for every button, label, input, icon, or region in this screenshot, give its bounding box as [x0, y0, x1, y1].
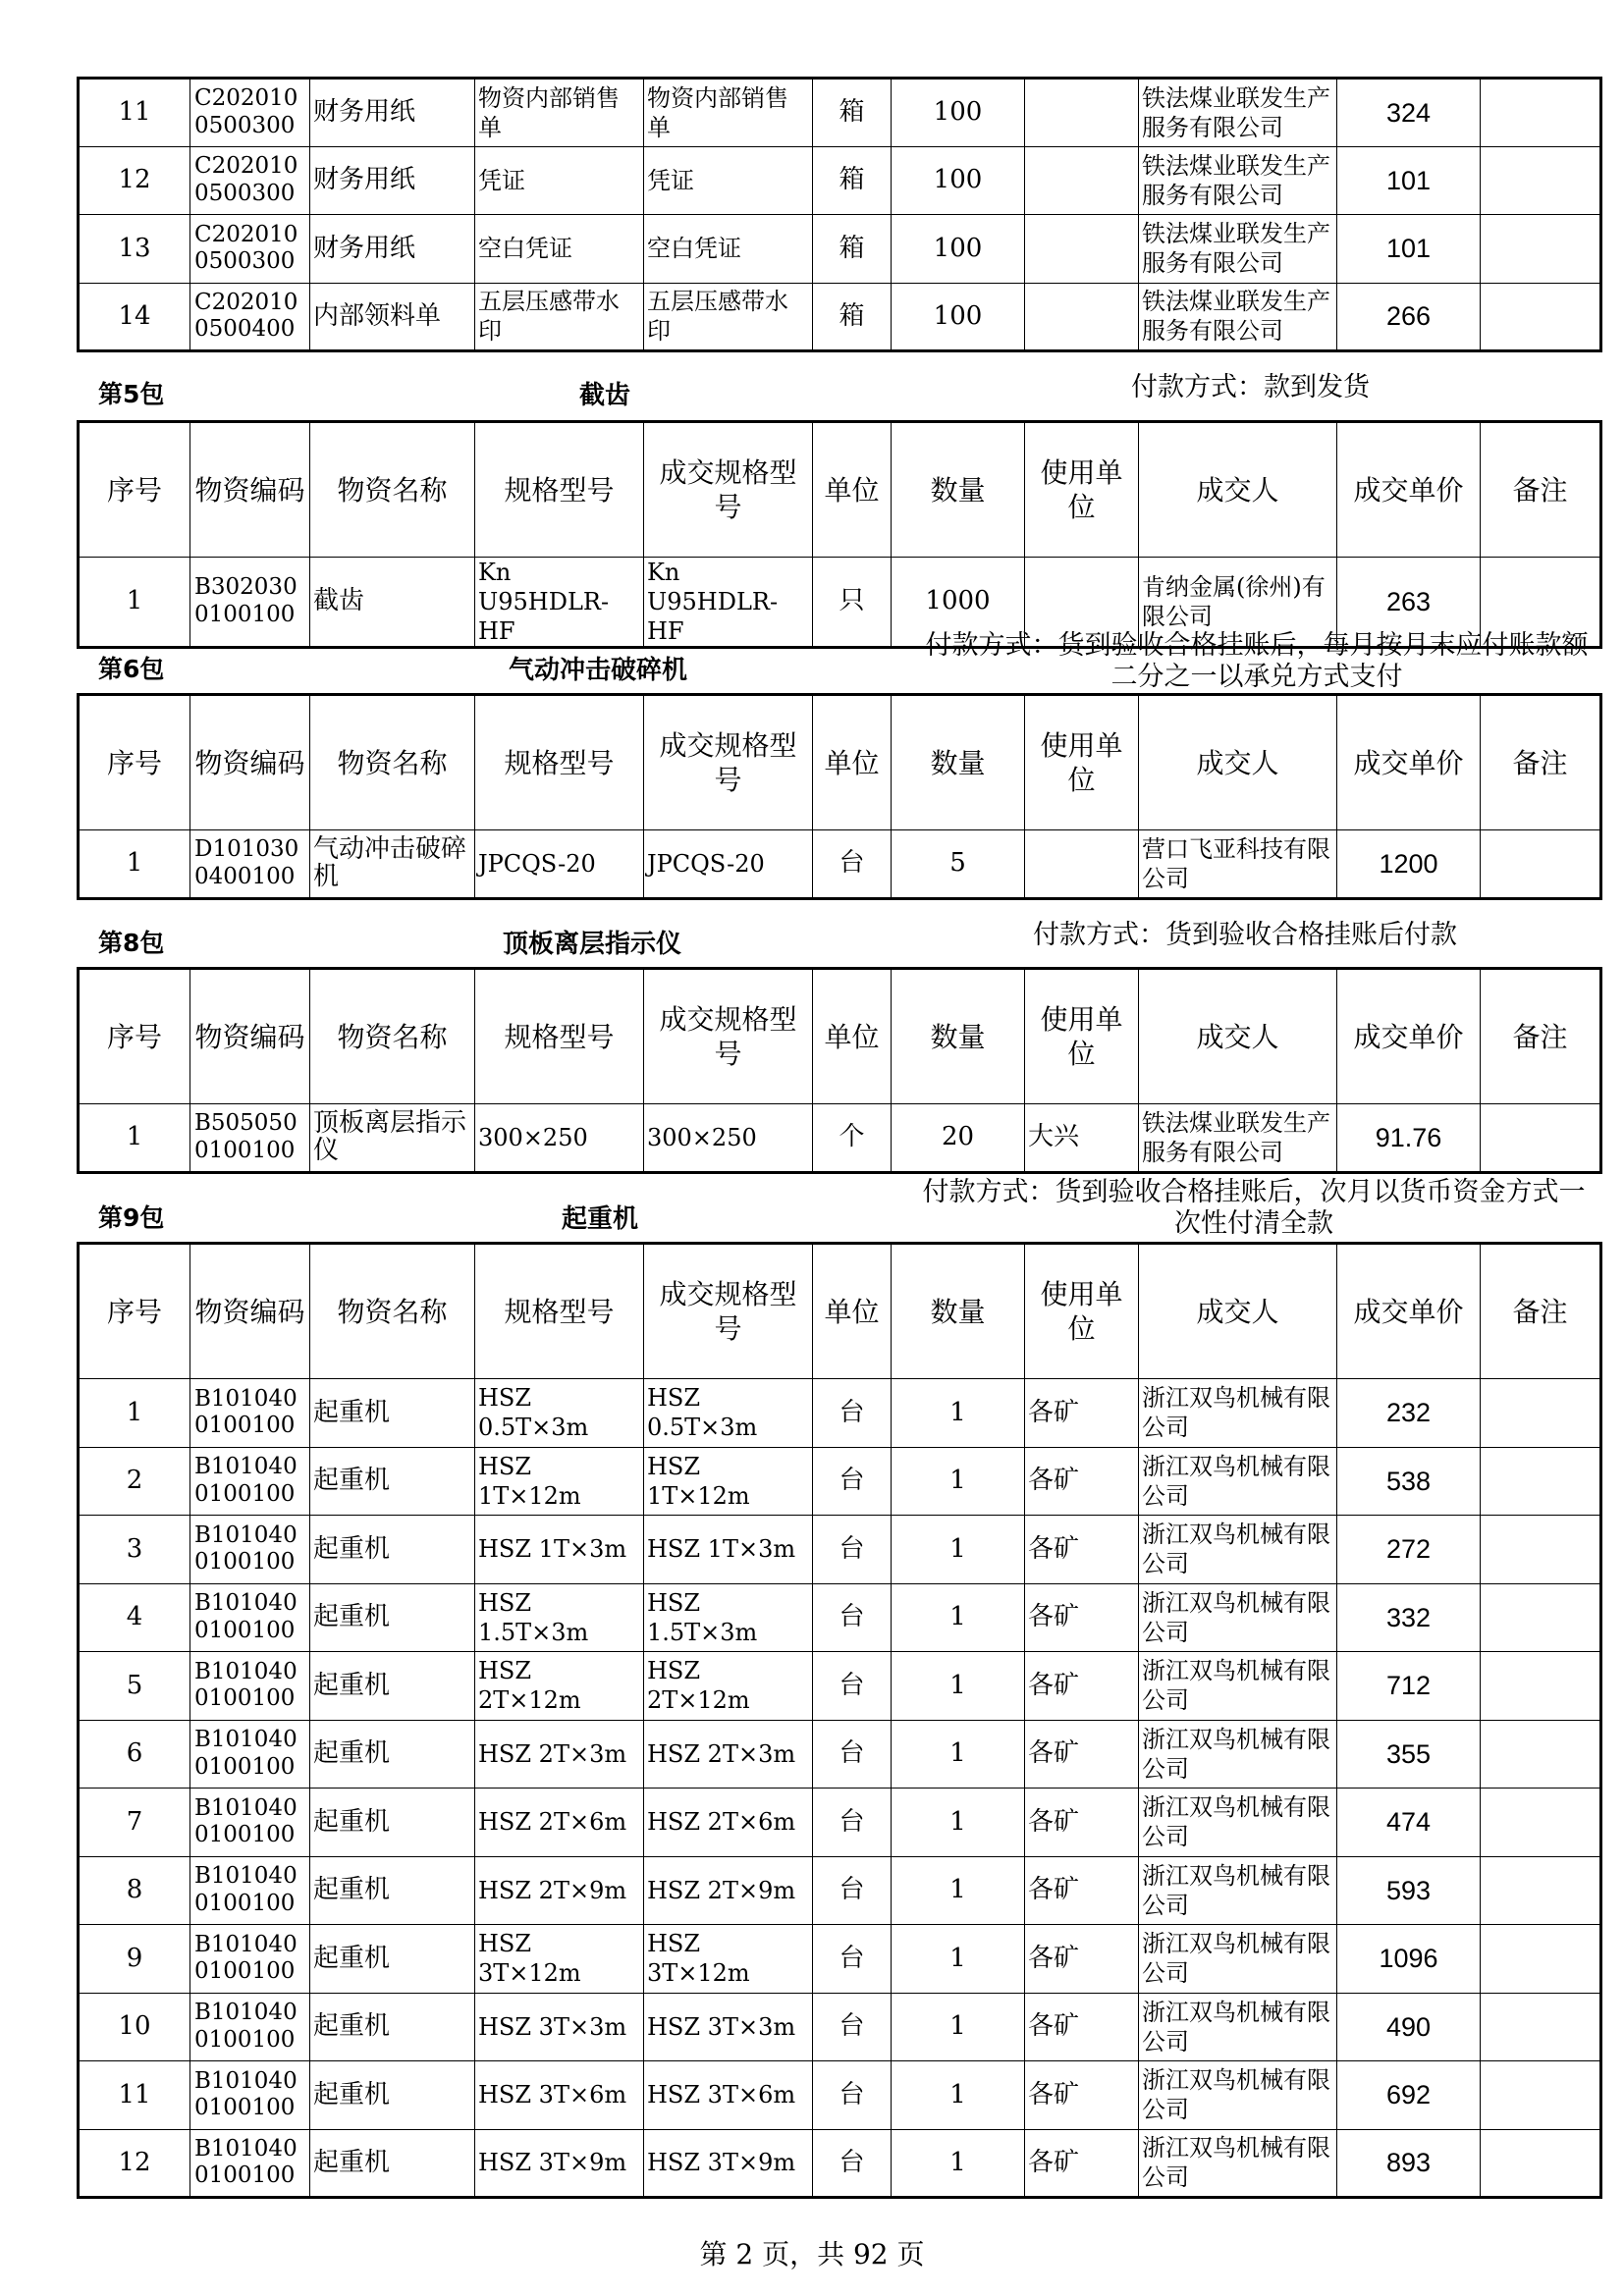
cell-spec: 凭证: [475, 146, 644, 215]
cell-name: 财务用纸: [310, 79, 475, 147]
cell-no: 3: [79, 1516, 190, 1584]
cell-qty: 1: [892, 1583, 1025, 1652]
header-code: 物资编码: [190, 969, 310, 1104]
cell-spec: HSZ 1.5T×3m: [475, 1583, 644, 1652]
cell-name: 起重机: [310, 1447, 475, 1516]
header-no: 序号: [79, 1244, 190, 1379]
cell-deal-spec: HSZ 2T×9m: [644, 1856, 813, 1925]
cell-user: 各矿: [1025, 1993, 1139, 2061]
cell-qty: 1: [892, 2061, 1025, 2130]
cell-unit: 箱: [813, 79, 892, 147]
cell-qty: 1: [892, 2129, 1025, 2198]
header-remark: 备注: [1481, 969, 1601, 1104]
payment-terms: 付款方式：款到发货: [1131, 372, 1370, 402]
table-row: [79, 215, 1601, 284]
package-title: 起重机: [562, 1204, 639, 1234]
header-deal-spec: 成交规格型号: [644, 1244, 813, 1379]
cell-remark: [1481, 215, 1601, 284]
cell-unit: 台: [813, 1856, 892, 1925]
header-spec: 规格型号: [475, 422, 644, 558]
cell-price: 355: [1337, 1720, 1481, 1789]
cell-unit: 台: [813, 1925, 892, 1994]
cell-no: 2: [79, 1447, 190, 1516]
cell-seller: 铁法煤业联发生产服务有限公司: [1139, 215, 1337, 284]
cell-spec: HSZ 3T×12m: [475, 1925, 644, 1994]
header-spec: 规格型号: [475, 969, 644, 1104]
header-code: 物资编码: [190, 1244, 310, 1379]
cell-price: 1096: [1337, 1925, 1481, 1994]
header-no: 序号: [79, 422, 190, 558]
cell-no: 1: [79, 1104, 190, 1173]
cell-seller: 营口飞亚科技有限公司: [1139, 830, 1337, 899]
header-user: 使用单位: [1025, 1244, 1139, 1379]
cell-unit: 箱: [813, 283, 892, 351]
cell-no: 10: [79, 1993, 190, 2061]
cell-spec: HSZ 0.5T×3m: [475, 1379, 644, 1448]
header-name: 物资名称: [310, 422, 475, 558]
cell-no: 12: [79, 146, 190, 215]
cell-qty: 100: [892, 79, 1025, 147]
header-qty: 数量: [892, 969, 1025, 1104]
cell-spec: HSZ 3T×3m: [475, 1993, 644, 2061]
cell-seller: 浙江双鸟机械有限公司: [1139, 1720, 1337, 1789]
cell-unit: 台: [813, 1652, 892, 1721]
cell-unit: 个: [813, 1104, 892, 1173]
cell-spec: 300×250: [475, 1104, 644, 1173]
header-remark: 备注: [1481, 1244, 1601, 1379]
cell-no: 1: [79, 1379, 190, 1448]
cell-unit: 台: [813, 1583, 892, 1652]
cell-user: 各矿: [1025, 1652, 1139, 1721]
cell-spec: JPCQS-20: [475, 830, 644, 899]
cell-deal-spec: 五层压感带水印: [644, 283, 813, 351]
payment-terms: 付款方式：货到验收合格挂账后付款: [1033, 920, 1457, 950]
cell-price: 272: [1337, 1516, 1481, 1584]
cell-price: 101: [1337, 146, 1481, 215]
cell-code: B101040 0100100: [190, 1856, 310, 1925]
cell-deal-spec: 物资内部销售单: [644, 79, 813, 147]
cell-price: 474: [1337, 1789, 1481, 1857]
cell-seller: 浙江双鸟机械有限公司: [1139, 1379, 1337, 1448]
cell-deal-spec: HSZ 3T×6m: [644, 2061, 813, 2130]
cell-spec: 五层压感带水印: [475, 283, 644, 351]
cell-code: B101040 0100100: [190, 2129, 310, 2198]
cell-user: [1025, 283, 1139, 351]
cell-unit: 台: [813, 1379, 892, 1448]
header-seller: 成交人: [1139, 969, 1337, 1104]
cell-name: 起重机: [310, 1379, 475, 1448]
table-row: [79, 1856, 1601, 1925]
cell-unit: 台: [813, 1447, 892, 1516]
cell-name: 起重机: [310, 1652, 475, 1721]
header-name: 物资名称: [310, 969, 475, 1104]
cell-no: 1: [79, 830, 190, 899]
cell-spec: HSZ 2T×3m: [475, 1720, 644, 1789]
package-label: 第5包: [98, 380, 165, 408]
cell-price: 232: [1337, 1379, 1481, 1448]
table-row: [79, 830, 1601, 899]
cell-seller: 肯纳金属(徐州)有限公司: [1139, 558, 1337, 648]
cell-qty: 1: [892, 1789, 1025, 1857]
header-user: 使用单位: [1025, 969, 1139, 1104]
cell-remark: [1481, 1652, 1601, 1721]
cell-remark: [1481, 1447, 1601, 1516]
cell-seller: 铁法煤业联发生产服务有限公司: [1139, 1104, 1337, 1173]
cell-price: 1200: [1337, 830, 1481, 899]
table-header-row: [79, 1244, 1601, 1379]
table-row: [79, 1583, 1601, 1652]
cell-no: 4: [79, 1583, 190, 1652]
cell-no: 11: [79, 2061, 190, 2130]
cell-user: [1025, 830, 1139, 899]
header-deal-spec: 成交规格型号: [644, 695, 813, 830]
cell-qty: 1: [892, 1652, 1025, 1721]
cell-remark: [1481, 2061, 1601, 2130]
cell-remark: [1481, 146, 1601, 215]
cell-remark: [1481, 1516, 1601, 1584]
cell-user: [1025, 146, 1139, 215]
header-name: 物资名称: [310, 695, 475, 830]
cell-user: 各矿: [1025, 1516, 1139, 1584]
cell-unit: 台: [813, 830, 892, 899]
cell-remark: [1481, 1993, 1601, 2061]
table-row: [79, 1652, 1601, 1721]
cell-spec: HSZ 1T×12m: [475, 1447, 644, 1516]
package-label: 第9包: [98, 1203, 165, 1232]
cell-price: 593: [1337, 1856, 1481, 1925]
cell-name: 起重机: [310, 2129, 475, 2198]
header-no: 序号: [79, 695, 190, 830]
cell-name: 财务用纸: [310, 146, 475, 215]
cell-code: B302030 0100100: [190, 558, 310, 648]
cell-no: 12: [79, 2129, 190, 2198]
header-code: 物资编码: [190, 695, 310, 830]
cell-seller: 铁法煤业联发生产服务有限公司: [1139, 283, 1337, 351]
header-remark: 备注: [1481, 422, 1601, 558]
cell-qty: 1: [892, 1720, 1025, 1789]
header-unit: 单位: [813, 1244, 892, 1379]
cell-price: 266: [1337, 283, 1481, 351]
package-table: [77, 1242, 1602, 2199]
cell-name: 顶板离层指示仪: [310, 1104, 475, 1173]
table-row: [79, 146, 1601, 215]
table-header-row: [79, 695, 1601, 830]
table-row: [79, 2061, 1601, 2130]
cell-remark: [1481, 1583, 1601, 1652]
cell-deal-spec: HSZ 2T×6m: [644, 1789, 813, 1857]
cell-price: 263: [1337, 558, 1481, 648]
cell-name: 起重机: [310, 2061, 475, 2130]
cell-code: B101040 0100100: [190, 1652, 310, 1721]
cell-remark: [1481, 2129, 1601, 2198]
cell-user: 各矿: [1025, 1583, 1139, 1652]
cell-deal-spec: HSZ 3T×3m: [644, 1993, 813, 2061]
cell-spec: HSZ 3T×9m: [475, 2129, 644, 2198]
cell-unit: 台: [813, 2129, 892, 2198]
cell-price: 712: [1337, 1652, 1481, 1721]
table-row: [79, 2129, 1601, 2198]
cell-no: 7: [79, 1789, 190, 1857]
cell-qty: 100: [892, 215, 1025, 284]
cell-unit: 台: [813, 1993, 892, 2061]
header-deal-spec: 成交规格型号: [644, 422, 813, 558]
table-row: [79, 1925, 1601, 1994]
cell-code: B101040 0100100: [190, 1925, 310, 1994]
cell-user: 各矿: [1025, 1720, 1139, 1789]
cell-spec: 空白凭证: [475, 215, 644, 284]
cell-no: 8: [79, 1856, 190, 1925]
cell-deal-spec: HSZ 1.5T×3m: [644, 1583, 813, 1652]
header-deal-spec: 成交规格型号: [644, 969, 813, 1104]
cell-price: 324: [1337, 79, 1481, 147]
cell-deal-spec: HSZ 1T×3m: [644, 1516, 813, 1584]
cell-spec: HSZ 2T×9m: [475, 1856, 644, 1925]
cell-deal-spec: 空白凭证: [644, 215, 813, 284]
cell-seller: 铁法煤业联发生产服务有限公司: [1139, 79, 1337, 147]
cell-user: 各矿: [1025, 1856, 1139, 1925]
cell-seller: 浙江双鸟机械有限公司: [1139, 1925, 1337, 1994]
header-unit: 单位: [813, 695, 892, 830]
table-row: [79, 1447, 1601, 1516]
cell-unit: 只: [813, 558, 892, 648]
table-header-row: [79, 422, 1601, 558]
page-footer: 第 2 页，共 92 页: [699, 2238, 925, 2270]
package-table: [77, 967, 1602, 1174]
cell-price: 692: [1337, 2061, 1481, 2130]
cell-user: 各矿: [1025, 1925, 1139, 1994]
cell-seller: 浙江双鸟机械有限公司: [1139, 1652, 1337, 1721]
cell-deal-spec: HSZ 3T×9m: [644, 2129, 813, 2198]
header-unit: 单位: [813, 969, 892, 1104]
cell-no: 11: [79, 79, 190, 147]
cell-unit: 台: [813, 2061, 892, 2130]
cell-deal-spec: 300×250: [644, 1104, 813, 1173]
payment-terms: [913, 630, 1600, 694]
cell-qty: 1: [892, 1856, 1025, 1925]
cell-price: 91.76: [1337, 1104, 1481, 1173]
cell-qty: 100: [892, 146, 1025, 215]
cell-spec: HSZ 2T×6m: [475, 1789, 644, 1857]
header-spec: 规格型号: [475, 695, 644, 830]
header-seller: 成交人: [1139, 1244, 1337, 1379]
cell-seller: 浙江双鸟机械有限公司: [1139, 1856, 1337, 1925]
header-user: 使用单位: [1025, 695, 1139, 830]
cell-user: [1025, 79, 1139, 147]
cell-code: B101040 0100100: [190, 1379, 310, 1448]
cell-no: 5: [79, 1652, 190, 1721]
cell-spec: Kn U95HDLR-HF: [475, 558, 644, 648]
cell-user: 各矿: [1025, 2061, 1139, 2130]
cell-name: 起重机: [310, 1516, 475, 1584]
cell-remark: [1481, 830, 1601, 899]
cell-code: B101040 0100100: [190, 1993, 310, 2061]
cell-price: 101: [1337, 215, 1481, 284]
cell-qty: 1: [892, 1447, 1025, 1516]
cell-name: 起重机: [310, 1856, 475, 1925]
cell-name: 起重机: [310, 1925, 475, 1994]
cell-deal-spec: HSZ 1T×12m: [644, 1447, 813, 1516]
table-row: [79, 1789, 1601, 1857]
cell-qty: 100: [892, 283, 1025, 351]
cell-code: B101040 0100100: [190, 2061, 310, 2130]
table-header-row: [79, 969, 1601, 1104]
cell-code: B101040 0100100: [190, 1789, 310, 1857]
cell-qty: 1: [892, 1516, 1025, 1584]
cell-user: 各矿: [1025, 1379, 1139, 1448]
table-row: [79, 1104, 1601, 1173]
payment-line-2: 次性付清全款: [1174, 1208, 1333, 1240]
cell-unit: 箱: [813, 146, 892, 215]
cell-unit: 台: [813, 1516, 892, 1584]
cell-price: 332: [1337, 1583, 1481, 1652]
cell-name: 起重机: [310, 1789, 475, 1857]
table-row: [79, 1516, 1601, 1584]
package-table: [77, 693, 1602, 900]
package-title: 顶板离层指示仪: [503, 930, 682, 959]
header-remark: 备注: [1481, 695, 1601, 830]
cell-qty: 5: [892, 830, 1025, 899]
cell-code: D101030 0400100: [190, 830, 310, 899]
header-price: 成交单价: [1337, 1244, 1481, 1379]
cell-price: 893: [1337, 2129, 1481, 2198]
payment-terms: [907, 1177, 1600, 1241]
cell-seller: 铁法煤业联发生产服务有限公司: [1139, 146, 1337, 215]
cell-code: B101040 0100100: [190, 1720, 310, 1789]
cell-deal-spec: HSZ 2T×12m: [644, 1652, 813, 1721]
continued-items-table: [77, 77, 1602, 352]
cell-user: [1025, 215, 1139, 284]
header-price: 成交单价: [1337, 969, 1481, 1104]
cell-price: 538: [1337, 1447, 1481, 1516]
cell-seller: 浙江双鸟机械有限公司: [1139, 1993, 1337, 2061]
cell-spec: 物资内部销售单: [475, 79, 644, 147]
cell-remark: [1481, 1104, 1601, 1173]
cell-deal-spec: HSZ 2T×3m: [644, 1720, 813, 1789]
cell-remark: [1481, 1379, 1601, 1448]
cell-user: 各矿: [1025, 2129, 1139, 2198]
cell-seller: 浙江双鸟机械有限公司: [1139, 1447, 1337, 1516]
package-label: 第6包: [98, 655, 165, 683]
cell-code: C202010 0500300: [190, 146, 310, 215]
cell-spec: HSZ 1T×3m: [475, 1516, 644, 1584]
cell-name: 财务用纸: [310, 215, 475, 284]
cell-name: 起重机: [310, 1583, 475, 1652]
cell-qty: 1: [892, 1993, 1025, 2061]
cell-qty: 20: [892, 1104, 1025, 1173]
cell-user: 大兴: [1025, 1104, 1139, 1173]
header-code: 物资编码: [190, 422, 310, 558]
cell-unit: 箱: [813, 215, 892, 284]
cell-remark: [1481, 1925, 1601, 1994]
table-row: [79, 1720, 1601, 1789]
cell-remark: [1481, 1856, 1601, 1925]
cell-deal-spec: HSZ 3T×12m: [644, 1925, 813, 1994]
payment-line-1: 付款方式：货到验收合格挂账后，每月按月末应付账款额: [925, 630, 1589, 661]
cell-name: 气动冲击破碎机: [310, 830, 475, 899]
cell-qty: 1: [892, 1379, 1025, 1448]
package-title: 截齿: [579, 381, 631, 410]
header-qty: 数量: [892, 695, 1025, 830]
cell-name: 起重机: [310, 1993, 475, 2061]
header-qty: 数量: [892, 1244, 1025, 1379]
header-unit: 单位: [813, 422, 892, 558]
cell-seller: 浙江双鸟机械有限公司: [1139, 1583, 1337, 1652]
header-user: 使用单位: [1025, 422, 1139, 558]
payment-line-1: 付款方式：货到验收合格挂账后，次月以货币资金方式一: [922, 1177, 1586, 1207]
cell-remark: [1481, 79, 1601, 147]
header-qty: 数量: [892, 422, 1025, 558]
cell-price: 490: [1337, 1993, 1481, 2061]
table-row: [79, 1379, 1601, 1448]
cell-code: C202010 0500300: [190, 215, 310, 284]
cell-deal-spec: Kn U95HDLR-HF: [644, 558, 813, 648]
cell-qty: 1: [892, 1925, 1025, 1994]
cell-qty: 1000: [892, 558, 1025, 648]
header-name: 物资名称: [310, 1244, 475, 1379]
cell-unit: 台: [813, 1720, 892, 1789]
cell-code: B101040 0100100: [190, 1516, 310, 1584]
table-row: [79, 79, 1601, 147]
cell-deal-spec: JPCQS-20: [644, 830, 813, 899]
cell-code: B505050 0100100: [190, 1104, 310, 1173]
cell-deal-spec: 凭证: [644, 146, 813, 215]
cell-name: 内部领料单: [310, 283, 475, 351]
table-row: [79, 283, 1601, 351]
package-title: 气动冲击破碎机: [509, 656, 688, 685]
cell-unit: 台: [813, 1789, 892, 1857]
header-seller: 成交人: [1139, 422, 1337, 558]
header-spec: 规格型号: [475, 1244, 644, 1379]
cell-no: 9: [79, 1925, 190, 1994]
cell-deal-spec: HSZ 0.5T×3m: [644, 1379, 813, 1448]
cell-spec: HSZ 2T×12m: [475, 1652, 644, 1721]
cell-seller: 浙江双鸟机械有限公司: [1139, 1516, 1337, 1584]
cell-remark: [1481, 283, 1601, 351]
header-price: 成交单价: [1337, 422, 1481, 558]
cell-user: 各矿: [1025, 1447, 1139, 1516]
cell-no: 6: [79, 1720, 190, 1789]
cell-spec: HSZ 3T×6m: [475, 2061, 644, 2130]
cell-name: 起重机: [310, 1720, 475, 1789]
cell-code: C202010 0500300: [190, 79, 310, 147]
cell-code: B101040 0100100: [190, 1447, 310, 1516]
cell-remark: [1481, 1789, 1601, 1857]
cell-no: 13: [79, 215, 190, 284]
cell-seller: 浙江双鸟机械有限公司: [1139, 2061, 1337, 2130]
table-row: [79, 1993, 1601, 2061]
cell-user: 各矿: [1025, 1789, 1139, 1857]
header-no: 序号: [79, 969, 190, 1104]
cell-no: 1: [79, 558, 190, 648]
cell-code: C202010 0500400: [190, 283, 310, 351]
cell-seller: 浙江双鸟机械有限公司: [1139, 1789, 1337, 1857]
package-table: [77, 420, 1602, 649]
cell-no: 14: [79, 283, 190, 351]
header-price: 成交单价: [1337, 695, 1481, 830]
cell-remark: [1481, 1720, 1601, 1789]
cell-code: B101040 0100100: [190, 1583, 310, 1652]
package-label: 第8包: [98, 929, 165, 957]
payment-line-2: 二分之一以承兑方式支付: [1110, 662, 1403, 693]
cell-seller: 浙江双鸟机械有限公司: [1139, 2129, 1337, 2198]
cell-name: 截齿: [310, 558, 475, 648]
header-seller: 成交人: [1139, 695, 1337, 830]
